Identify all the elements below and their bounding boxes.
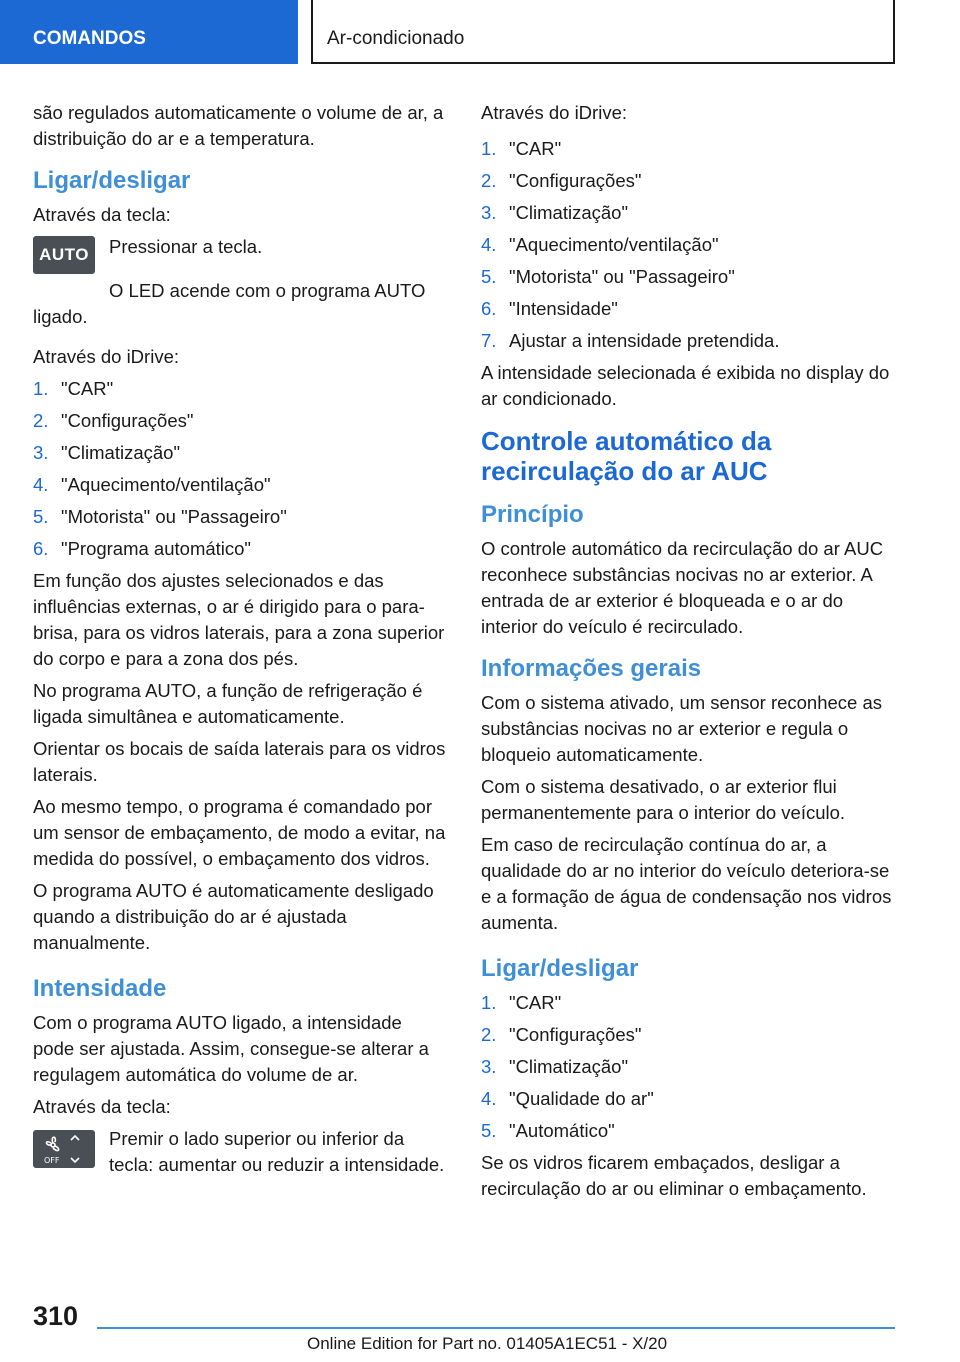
paragraph: Com o programa AUTO ligado, a intensidade pode ser ajustada. Assim, consegue-se alterar a regulagem automática do volume de ar. [33,1012,429,1085]
paragraph: O programa AUTO é automaticamente desligado quando a distribuição do ar é ajustada manualmente. [33,880,434,953]
list-item: 2. "Configurações" [481,1024,642,1045]
auto-key-icon: AUTO [33,236,95,274]
idrive-steps-list [481,136,895,354]
paragraph: Ao mesmo tempo, o programa é comandado por um sensor de embaçamento, de modo a evitar, na medida do possível, o embaçamento dos vidros. [33,796,446,869]
fan-key-icon [33,1130,95,1168]
list-item: 5. "Automático" [481,1120,615,1141]
paragraph: Em função dos ajustes selecionados e das influências externas, o ar é dirigido para o para-brisa, para os vidros laterais, para a zona superior do corpo e para a zona dos pés. [33,570,445,669]
heading-on-off: Ligar/desligar [33,167,191,194]
list-item: 5. "Motorista" ou "Passageiro" [33,506,287,527]
list-item: 4. "Aquecimento/ventilação" [481,234,719,255]
header-chapter: Ar-condicionado [311,0,895,64]
list-item: 6. "Programa automático" [33,538,251,559]
fan-key-text: Premir o lado superior ou inferior da tecla: aumentar ou reduzir a intensidade. [109,1128,445,1175]
page-number: 310 [33,1301,79,1331]
list-item: 4. "Qualidade do ar" [481,1088,654,1109]
heading-auc: Controle automático da recirculação do ar AUC [481,426,772,486]
list-item: 1. "CAR" [481,992,562,1013]
list-item: 3. "Climatização" [33,442,181,463]
footer-divider [97,1327,895,1329]
heading-on-off: Ligar/desligar [481,955,639,982]
heading-principle: Princípio [481,501,584,528]
list-item: 4. "Aquecimento/ventilação" [33,474,271,495]
list-item: 3. "Climatização" [481,202,629,223]
paragraph: Se os vidros ficarem embaçados, desligar a recirculação do ar ou eliminar o embaçamento. [481,1152,867,1199]
paragraph: Com o sistema desativado, o ar exterior flui permanentemente para o interior do veículo. [481,776,846,823]
list-item: 2. "Configurações" [33,410,194,431]
list-item: 1. "CAR" [481,138,562,159]
heading-general-info: Informações gerais [481,655,702,682]
paragraph: No programa AUTO, a função de refrigeração é ligada simultânea e automaticamente. [33,680,423,727]
auto-key-row [33,234,448,278]
list-item: 2. "Configurações" [481,170,642,191]
fan-key-row [33,1126,448,1178]
footer-edition: Online Edition for Part no. 01405A1EC51 - X/20 [307,1334,668,1353]
left-column [33,100,448,1184]
paragraph: O controle automático da recirculação do ar AUC reconhece substâncias nocivas no ar exterior. A entrada de ar exterior é bloqueada e o ar do interior do veículo é recirculado. [481,538,884,637]
list-item: 3. "Climatização" [481,1056,629,1077]
svg-text:OFF: OFF [44,1156,60,1165]
list-item: 6. "Intensidade" [481,298,618,319]
auc-steps-list [481,990,895,1144]
paragraph: Com o sistema ativado, um sensor reconhece as substâncias nocivas no ar exterior e regula o bloqueio automaticamente. [481,692,883,765]
intro-paragraph: são regulados automaticamente o volume de ar, a distribuição do ar e a temperatura. [33,102,444,149]
paragraph: Em caso de recirculação contínua do ar, a qualidade do ar no interior do veículo deteriora-se e a formação de água de condensação nos vidros aumenta. [481,834,892,933]
via-key-label: Através da tecla: [33,1096,171,1117]
led-text: O LED acende com o programa AUTO ligado. [33,280,426,327]
via-key-label: Através da tecla: [33,204,171,225]
paragraph: Orientar os bocais de saída laterais para os vidros laterais. [33,738,446,785]
press-key-text: Pressionar a tecla. [109,236,263,257]
list-item: 1. "CAR" [33,378,114,399]
right-column [481,100,895,1208]
list-item: 7. Ajustar a intensidade pretendida. [481,330,780,351]
via-idrive-label: Através do iDrive: [481,102,627,123]
heading-intensity: Intensidade [33,975,167,1002]
idrive-steps-list [33,376,448,562]
via-idrive-label: Através do iDrive: [33,346,179,367]
paragraph: A intensidade selecionada é exibida no display do ar condicionado. [481,362,890,409]
header-section: COMANDOS [0,0,298,64]
list-item: 5. "Motorista" ou "Passageiro" [481,266,735,287]
